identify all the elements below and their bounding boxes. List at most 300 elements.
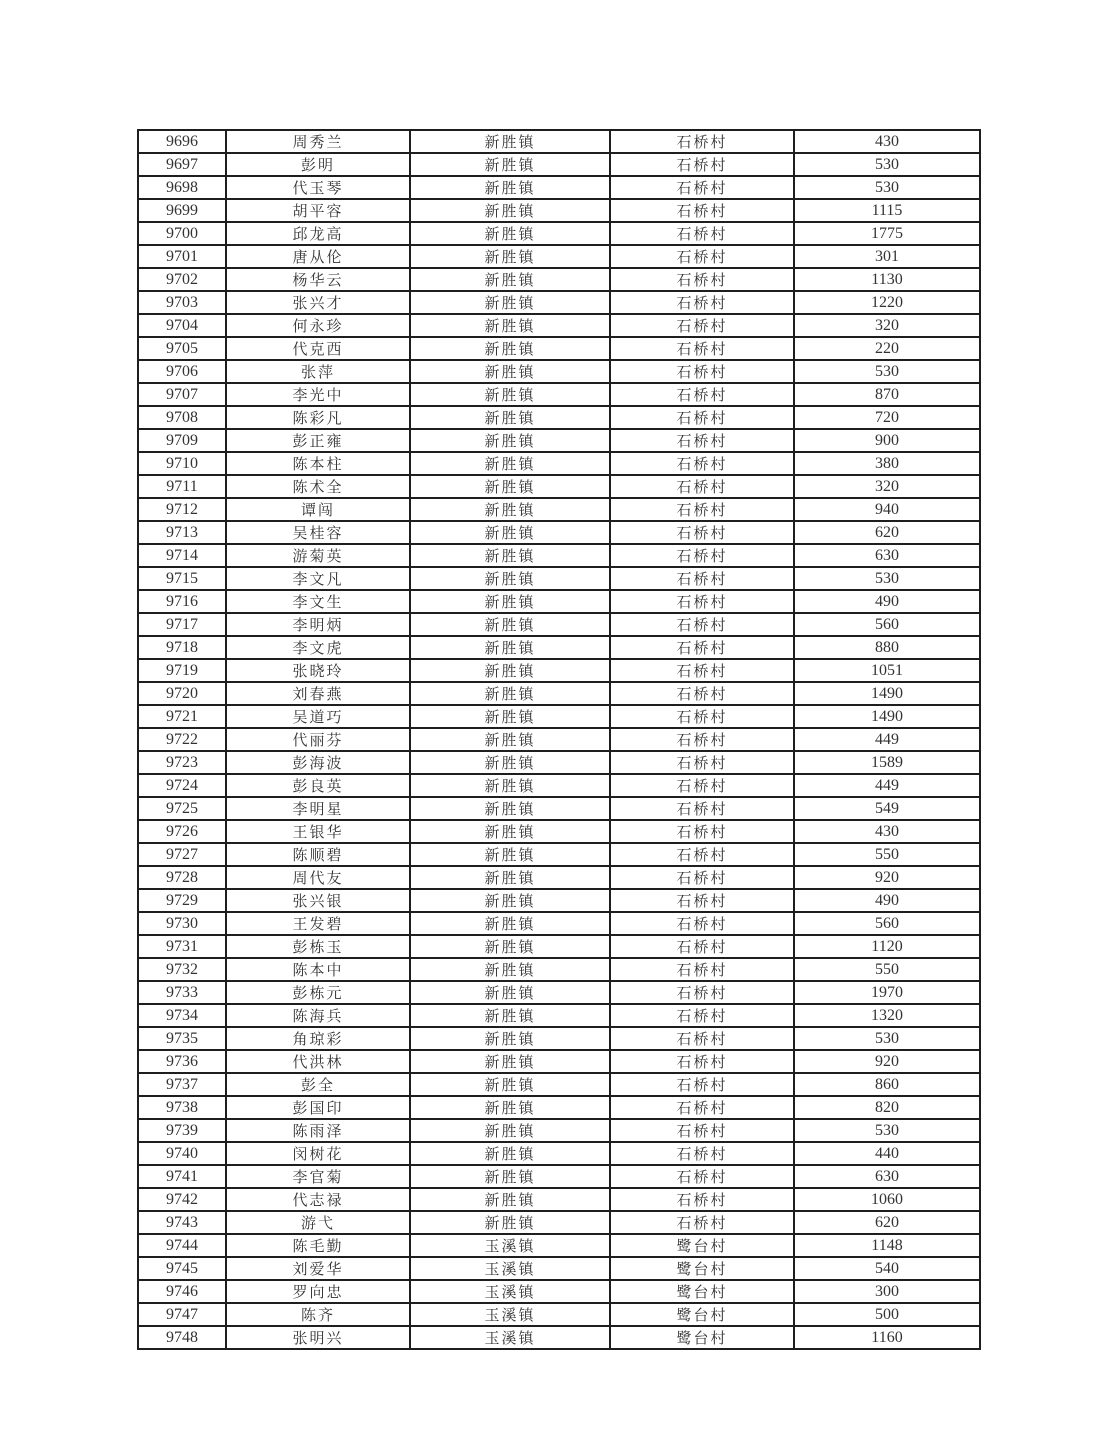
cell-id: 9710: [138, 452, 226, 475]
cell-town: 新胜镇: [410, 406, 610, 429]
cell-town: 新胜镇: [410, 590, 610, 613]
cell-village: 石桥村: [610, 1119, 794, 1142]
cell-amount: 620: [794, 521, 980, 544]
cell-name: 王发碧: [226, 912, 410, 935]
cell-id: 9725: [138, 797, 226, 820]
cell-village: 石桥村: [610, 1050, 794, 1073]
cell-id: 9726: [138, 820, 226, 843]
cell-amount: 900: [794, 429, 980, 452]
table-row: [138, 705, 980, 728]
cell-amount: 1060: [794, 1188, 980, 1211]
cell-town: 新胜镇: [410, 521, 610, 544]
cell-id: 9696: [138, 130, 226, 153]
cell-name: 李文凡: [226, 567, 410, 590]
cell-village: 石桥村: [610, 613, 794, 636]
cell-village: 石桥村: [610, 889, 794, 912]
cell-village: 石桥村: [610, 291, 794, 314]
cell-town: 新胜镇: [410, 153, 610, 176]
table-row: [138, 452, 980, 475]
cell-amount: 540: [794, 1257, 980, 1280]
cell-name: 彭全: [226, 1073, 410, 1096]
table-row: [138, 774, 980, 797]
cell-name: 张萍: [226, 360, 410, 383]
cell-village: 石桥村: [610, 705, 794, 728]
cell-amount: 630: [794, 544, 980, 567]
cell-id: 9716: [138, 590, 226, 613]
cell-id: 9729: [138, 889, 226, 912]
cell-amount: 220: [794, 337, 980, 360]
table-row: [138, 314, 980, 337]
cell-village: 石桥村: [610, 1004, 794, 1027]
cell-amount: 320: [794, 314, 980, 337]
cell-id: 9743: [138, 1211, 226, 1234]
cell-amount: 490: [794, 590, 980, 613]
cell-amount: 320: [794, 475, 980, 498]
table-row: [138, 1027, 980, 1050]
cell-village: 石桥村: [610, 429, 794, 452]
cell-village: 石桥村: [610, 567, 794, 590]
cell-amount: 560: [794, 613, 980, 636]
cell-name: 刘爱华: [226, 1257, 410, 1280]
table-row: [138, 406, 980, 429]
cell-id: 9720: [138, 682, 226, 705]
cell-name: 张晓玲: [226, 659, 410, 682]
table-row: [138, 199, 980, 222]
cell-town: 新胜镇: [410, 843, 610, 866]
cell-id: 9714: [138, 544, 226, 567]
cell-town: 新胜镇: [410, 1050, 610, 1073]
cell-town: 新胜镇: [410, 820, 610, 843]
table-row: [138, 912, 980, 935]
cell-amount: 1490: [794, 705, 980, 728]
cell-id: 9722: [138, 728, 226, 751]
cell-id: 9697: [138, 153, 226, 176]
cell-name: 彭正雍: [226, 429, 410, 452]
cell-town: 新胜镇: [410, 1165, 610, 1188]
table-row: [138, 889, 980, 912]
cell-town: 玉溪镇: [410, 1280, 610, 1303]
cell-town: 新胜镇: [410, 613, 610, 636]
table-row: [138, 659, 980, 682]
cell-amount: 860: [794, 1073, 980, 1096]
cell-name: 王银华: [226, 820, 410, 843]
cell-name: 代洪林: [226, 1050, 410, 1073]
cell-id: 9739: [138, 1119, 226, 1142]
cell-village: 石桥村: [610, 797, 794, 820]
table-row: [138, 130, 980, 153]
cell-name: 陈顺碧: [226, 843, 410, 866]
cell-village: 石桥村: [610, 590, 794, 613]
cell-town: 新胜镇: [410, 981, 610, 1004]
cell-name: 周秀兰: [226, 130, 410, 153]
cell-amount: 550: [794, 843, 980, 866]
cell-town: 新胜镇: [410, 682, 610, 705]
cell-village: 石桥村: [610, 475, 794, 498]
cell-village: 石桥村: [610, 1211, 794, 1234]
cell-id: 9703: [138, 291, 226, 314]
cell-town: 新胜镇: [410, 291, 610, 314]
cell-id: 9741: [138, 1165, 226, 1188]
cell-name: 周代友: [226, 866, 410, 889]
cell-id: 9738: [138, 1096, 226, 1119]
cell-village: 石桥村: [610, 360, 794, 383]
table-row: [138, 245, 980, 268]
cell-name: 代玉琴: [226, 176, 410, 199]
cell-amount: 449: [794, 728, 980, 751]
table-row: [138, 1142, 980, 1165]
cell-amount: 1115: [794, 199, 980, 222]
cell-town: 玉溪镇: [410, 1303, 610, 1326]
cell-town: 新胜镇: [410, 383, 610, 406]
table-row: [138, 521, 980, 544]
table-row: [138, 1050, 980, 1073]
cell-amount: 1148: [794, 1234, 980, 1257]
cell-amount: 1320: [794, 1004, 980, 1027]
cell-village: 石桥村: [610, 1142, 794, 1165]
cell-name: 吴桂容: [226, 521, 410, 544]
cell-town: 玉溪镇: [410, 1257, 610, 1280]
cell-id: 9728: [138, 866, 226, 889]
cell-name: 李文虎: [226, 636, 410, 659]
cell-village: 石桥村: [610, 1188, 794, 1211]
cell-village: 石桥村: [610, 337, 794, 360]
cell-amount: 301: [794, 245, 980, 268]
table-body: [138, 130, 980, 1349]
cell-town: 新胜镇: [410, 636, 610, 659]
cell-amount: 530: [794, 567, 980, 590]
cell-amount: 1220: [794, 291, 980, 314]
cell-name: 李官菊: [226, 1165, 410, 1188]
cell-village: 石桥村: [610, 1073, 794, 1096]
cell-id: 9709: [138, 429, 226, 452]
cell-town: 新胜镇: [410, 774, 610, 797]
cell-name: 陈术全: [226, 475, 410, 498]
cell-name: 张明兴: [226, 1326, 410, 1349]
cell-village: 石桥村: [610, 820, 794, 843]
cell-id: 9698: [138, 176, 226, 199]
cell-id: 9721: [138, 705, 226, 728]
cell-town: 玉溪镇: [410, 1326, 610, 1349]
cell-town: 新胜镇: [410, 935, 610, 958]
cell-village: 石桥村: [610, 636, 794, 659]
cell-id: 9704: [138, 314, 226, 337]
cell-id: 9746: [138, 1280, 226, 1303]
cell-name: 彭栋玉: [226, 935, 410, 958]
cell-amount: 920: [794, 866, 980, 889]
cell-amount: 549: [794, 797, 980, 820]
cell-village: 石桥村: [610, 383, 794, 406]
cell-name: 陈海兵: [226, 1004, 410, 1027]
cell-amount: 560: [794, 912, 980, 935]
cell-town: 新胜镇: [410, 1142, 610, 1165]
cell-name: 彭海波: [226, 751, 410, 774]
cell-id: 9731: [138, 935, 226, 958]
cell-amount: 620: [794, 1211, 980, 1234]
cell-name: 陈彩凡: [226, 406, 410, 429]
cell-id: 9715: [138, 567, 226, 590]
cell-name: 谭闯: [226, 498, 410, 521]
cell-town: 新胜镇: [410, 659, 610, 682]
table-row: [138, 153, 980, 176]
cell-id: 9705: [138, 337, 226, 360]
cell-town: 新胜镇: [410, 1027, 610, 1050]
table-row: [138, 291, 980, 314]
cell-amount: 500: [794, 1303, 980, 1326]
cell-amount: 530: [794, 360, 980, 383]
cell-id: 9733: [138, 981, 226, 1004]
cell-town: 新胜镇: [410, 912, 610, 935]
table-row: [138, 797, 980, 820]
cell-village: 石桥村: [610, 199, 794, 222]
cell-amount: 920: [794, 1050, 980, 1073]
cell-town: 新胜镇: [410, 1004, 610, 1027]
cell-name: 彭良英: [226, 774, 410, 797]
cell-id: 9742: [138, 1188, 226, 1211]
cell-id: 9730: [138, 912, 226, 935]
cell-amount: 1051: [794, 659, 980, 682]
table-row: [138, 935, 980, 958]
cell-amount: 300: [794, 1280, 980, 1303]
table-row: [138, 866, 980, 889]
cell-town: 新胜镇: [410, 268, 610, 291]
table-row: [138, 1257, 980, 1280]
table-row: [138, 567, 980, 590]
cell-id: 9719: [138, 659, 226, 682]
table-row: [138, 1073, 980, 1096]
cell-name: 罗向忠: [226, 1280, 410, 1303]
cell-town: 新胜镇: [410, 705, 610, 728]
cell-id: 9718: [138, 636, 226, 659]
cell-amount: 530: [794, 153, 980, 176]
table-row: [138, 360, 980, 383]
cell-amount: 440: [794, 1142, 980, 1165]
cell-id: 9747: [138, 1303, 226, 1326]
cell-town: 新胜镇: [410, 958, 610, 981]
table-row: [138, 429, 980, 452]
cell-amount: 720: [794, 406, 980, 429]
cell-village: 石桥村: [610, 958, 794, 981]
table-row: [138, 1326, 980, 1349]
cell-village: 石桥村: [610, 843, 794, 866]
cell-name: 代克西: [226, 337, 410, 360]
cell-id: 9732: [138, 958, 226, 981]
cell-village: 鹭台村: [610, 1280, 794, 1303]
cell-name: 李明星: [226, 797, 410, 820]
roster-table: [137, 129, 981, 1350]
table-row: [138, 1004, 980, 1027]
table-row: [138, 843, 980, 866]
table-row: [138, 636, 980, 659]
cell-name: 游菊英: [226, 544, 410, 567]
table-row: [138, 1119, 980, 1142]
cell-name: 李光中: [226, 383, 410, 406]
cell-amount: 530: [794, 1027, 980, 1050]
cell-amount: 870: [794, 383, 980, 406]
cell-amount: 630: [794, 1165, 980, 1188]
cell-id: 9724: [138, 774, 226, 797]
cell-id: 9706: [138, 360, 226, 383]
cell-id: 9708: [138, 406, 226, 429]
cell-town: 新胜镇: [410, 1211, 610, 1234]
cell-village: 石桥村: [610, 1096, 794, 1119]
cell-village: 石桥村: [610, 498, 794, 521]
table-row: [138, 383, 980, 406]
cell-name: 胡平容: [226, 199, 410, 222]
cell-village: 石桥村: [610, 981, 794, 1004]
cell-town: 新胜镇: [410, 1119, 610, 1142]
table-row: [138, 1096, 980, 1119]
cell-town: 新胜镇: [410, 1188, 610, 1211]
cell-id: 9717: [138, 613, 226, 636]
cell-id: 9712: [138, 498, 226, 521]
cell-town: 新胜镇: [410, 567, 610, 590]
cell-name: 陈毛勤: [226, 1234, 410, 1257]
cell-town: 新胜镇: [410, 245, 610, 268]
cell-town: 新胜镇: [410, 728, 610, 751]
cell-amount: 530: [794, 176, 980, 199]
cell-town: 新胜镇: [410, 751, 610, 774]
cell-village: 鹭台村: [610, 1234, 794, 1257]
cell-amount: 1130: [794, 268, 980, 291]
cell-amount: 530: [794, 1119, 980, 1142]
cell-name: 何永珍: [226, 314, 410, 337]
cell-town: 新胜镇: [410, 1073, 610, 1096]
cell-town: 新胜镇: [410, 222, 610, 245]
cell-name: 杨华云: [226, 268, 410, 291]
cell-id: 9735: [138, 1027, 226, 1050]
table-row: [138, 682, 980, 705]
cell-id: 9737: [138, 1073, 226, 1096]
cell-id: 9713: [138, 521, 226, 544]
cell-id: 9699: [138, 199, 226, 222]
cell-amount: 449: [794, 774, 980, 797]
cell-id: 9723: [138, 751, 226, 774]
table-row: [138, 751, 980, 774]
table-row: [138, 958, 980, 981]
cell-village: 鹭台村: [610, 1326, 794, 1349]
cell-name: 角琼彩: [226, 1027, 410, 1050]
cell-village: 石桥村: [610, 268, 794, 291]
cell-village: 石桥村: [610, 406, 794, 429]
cell-village: 石桥村: [610, 659, 794, 682]
cell-village: 石桥村: [610, 728, 794, 751]
cell-id: 9700: [138, 222, 226, 245]
cell-name: 代志禄: [226, 1188, 410, 1211]
cell-amount: 380: [794, 452, 980, 475]
cell-village: 石桥村: [610, 1165, 794, 1188]
cell-town: 新胜镇: [410, 866, 610, 889]
cell-town: 新胜镇: [410, 475, 610, 498]
cell-village: 鹭台村: [610, 1303, 794, 1326]
cell-id: 9734: [138, 1004, 226, 1027]
table-row: [138, 613, 980, 636]
table-row: [138, 544, 980, 567]
cell-name: 陈雨泽: [226, 1119, 410, 1142]
cell-village: 石桥村: [610, 682, 794, 705]
table-row: [138, 1280, 980, 1303]
cell-id: 9711: [138, 475, 226, 498]
cell-name: 闵树花: [226, 1142, 410, 1165]
cell-village: 石桥村: [610, 1027, 794, 1050]
cell-amount: 1490: [794, 682, 980, 705]
cell-id: 9736: [138, 1050, 226, 1073]
cell-town: 新胜镇: [410, 544, 610, 567]
cell-village: 石桥村: [610, 153, 794, 176]
cell-village: 石桥村: [610, 176, 794, 199]
cell-town: 玉溪镇: [410, 1234, 610, 1257]
cell-amount: 550: [794, 958, 980, 981]
cell-town: 新胜镇: [410, 889, 610, 912]
table-row: [138, 1234, 980, 1257]
cell-name: 李文生: [226, 590, 410, 613]
cell-name: 李明炳: [226, 613, 410, 636]
cell-amount: 430: [794, 130, 980, 153]
cell-name: 张兴才: [226, 291, 410, 314]
cell-amount: 1160: [794, 1326, 980, 1349]
cell-village: 石桥村: [610, 222, 794, 245]
cell-name: 张兴银: [226, 889, 410, 912]
cell-town: 新胜镇: [410, 797, 610, 820]
table-row: [138, 222, 980, 245]
cell-town: 新胜镇: [410, 314, 610, 337]
cell-town: 新胜镇: [410, 429, 610, 452]
cell-village: 石桥村: [610, 130, 794, 153]
cell-amount: 490: [794, 889, 980, 912]
cell-id: 9701: [138, 245, 226, 268]
cell-village: 石桥村: [610, 935, 794, 958]
cell-name: 彭栋元: [226, 981, 410, 1004]
cell-amount: 1589: [794, 751, 980, 774]
cell-id: 9748: [138, 1326, 226, 1349]
cell-name: 陈本中: [226, 958, 410, 981]
cell-name: 彭国印: [226, 1096, 410, 1119]
cell-name: 唐从伦: [226, 245, 410, 268]
table-row: [138, 1188, 980, 1211]
table-row: [138, 820, 980, 843]
cell-amount: 940: [794, 498, 980, 521]
cell-name: 刘春燕: [226, 682, 410, 705]
cell-village: 石桥村: [610, 521, 794, 544]
table-row: [138, 475, 980, 498]
table-row: [138, 268, 980, 291]
cell-id: 9745: [138, 1257, 226, 1280]
cell-name: 彭明: [226, 153, 410, 176]
cell-name: 吴道巧: [226, 705, 410, 728]
cell-amount: 430: [794, 820, 980, 843]
cell-name: 邱龙高: [226, 222, 410, 245]
cell-amount: 820: [794, 1096, 980, 1119]
table-row: [138, 498, 980, 521]
cell-name: 陈齐: [226, 1303, 410, 1326]
cell-name: 游弋: [226, 1211, 410, 1234]
cell-amount: 1775: [794, 222, 980, 245]
cell-town: 新胜镇: [410, 337, 610, 360]
cell-amount: 880: [794, 636, 980, 659]
table-row: [138, 176, 980, 199]
cell-id: 9702: [138, 268, 226, 291]
cell-id: 9744: [138, 1234, 226, 1257]
cell-town: 新胜镇: [410, 452, 610, 475]
cell-village: 石桥村: [610, 544, 794, 567]
cell-village: 石桥村: [610, 245, 794, 268]
table-row: [138, 728, 980, 751]
cell-village: 鹭台村: [610, 1257, 794, 1280]
cell-village: 石桥村: [610, 452, 794, 475]
cell-name: 陈本柱: [226, 452, 410, 475]
table-row: [138, 590, 980, 613]
cell-town: 新胜镇: [410, 360, 610, 383]
cell-village: 石桥村: [610, 912, 794, 935]
